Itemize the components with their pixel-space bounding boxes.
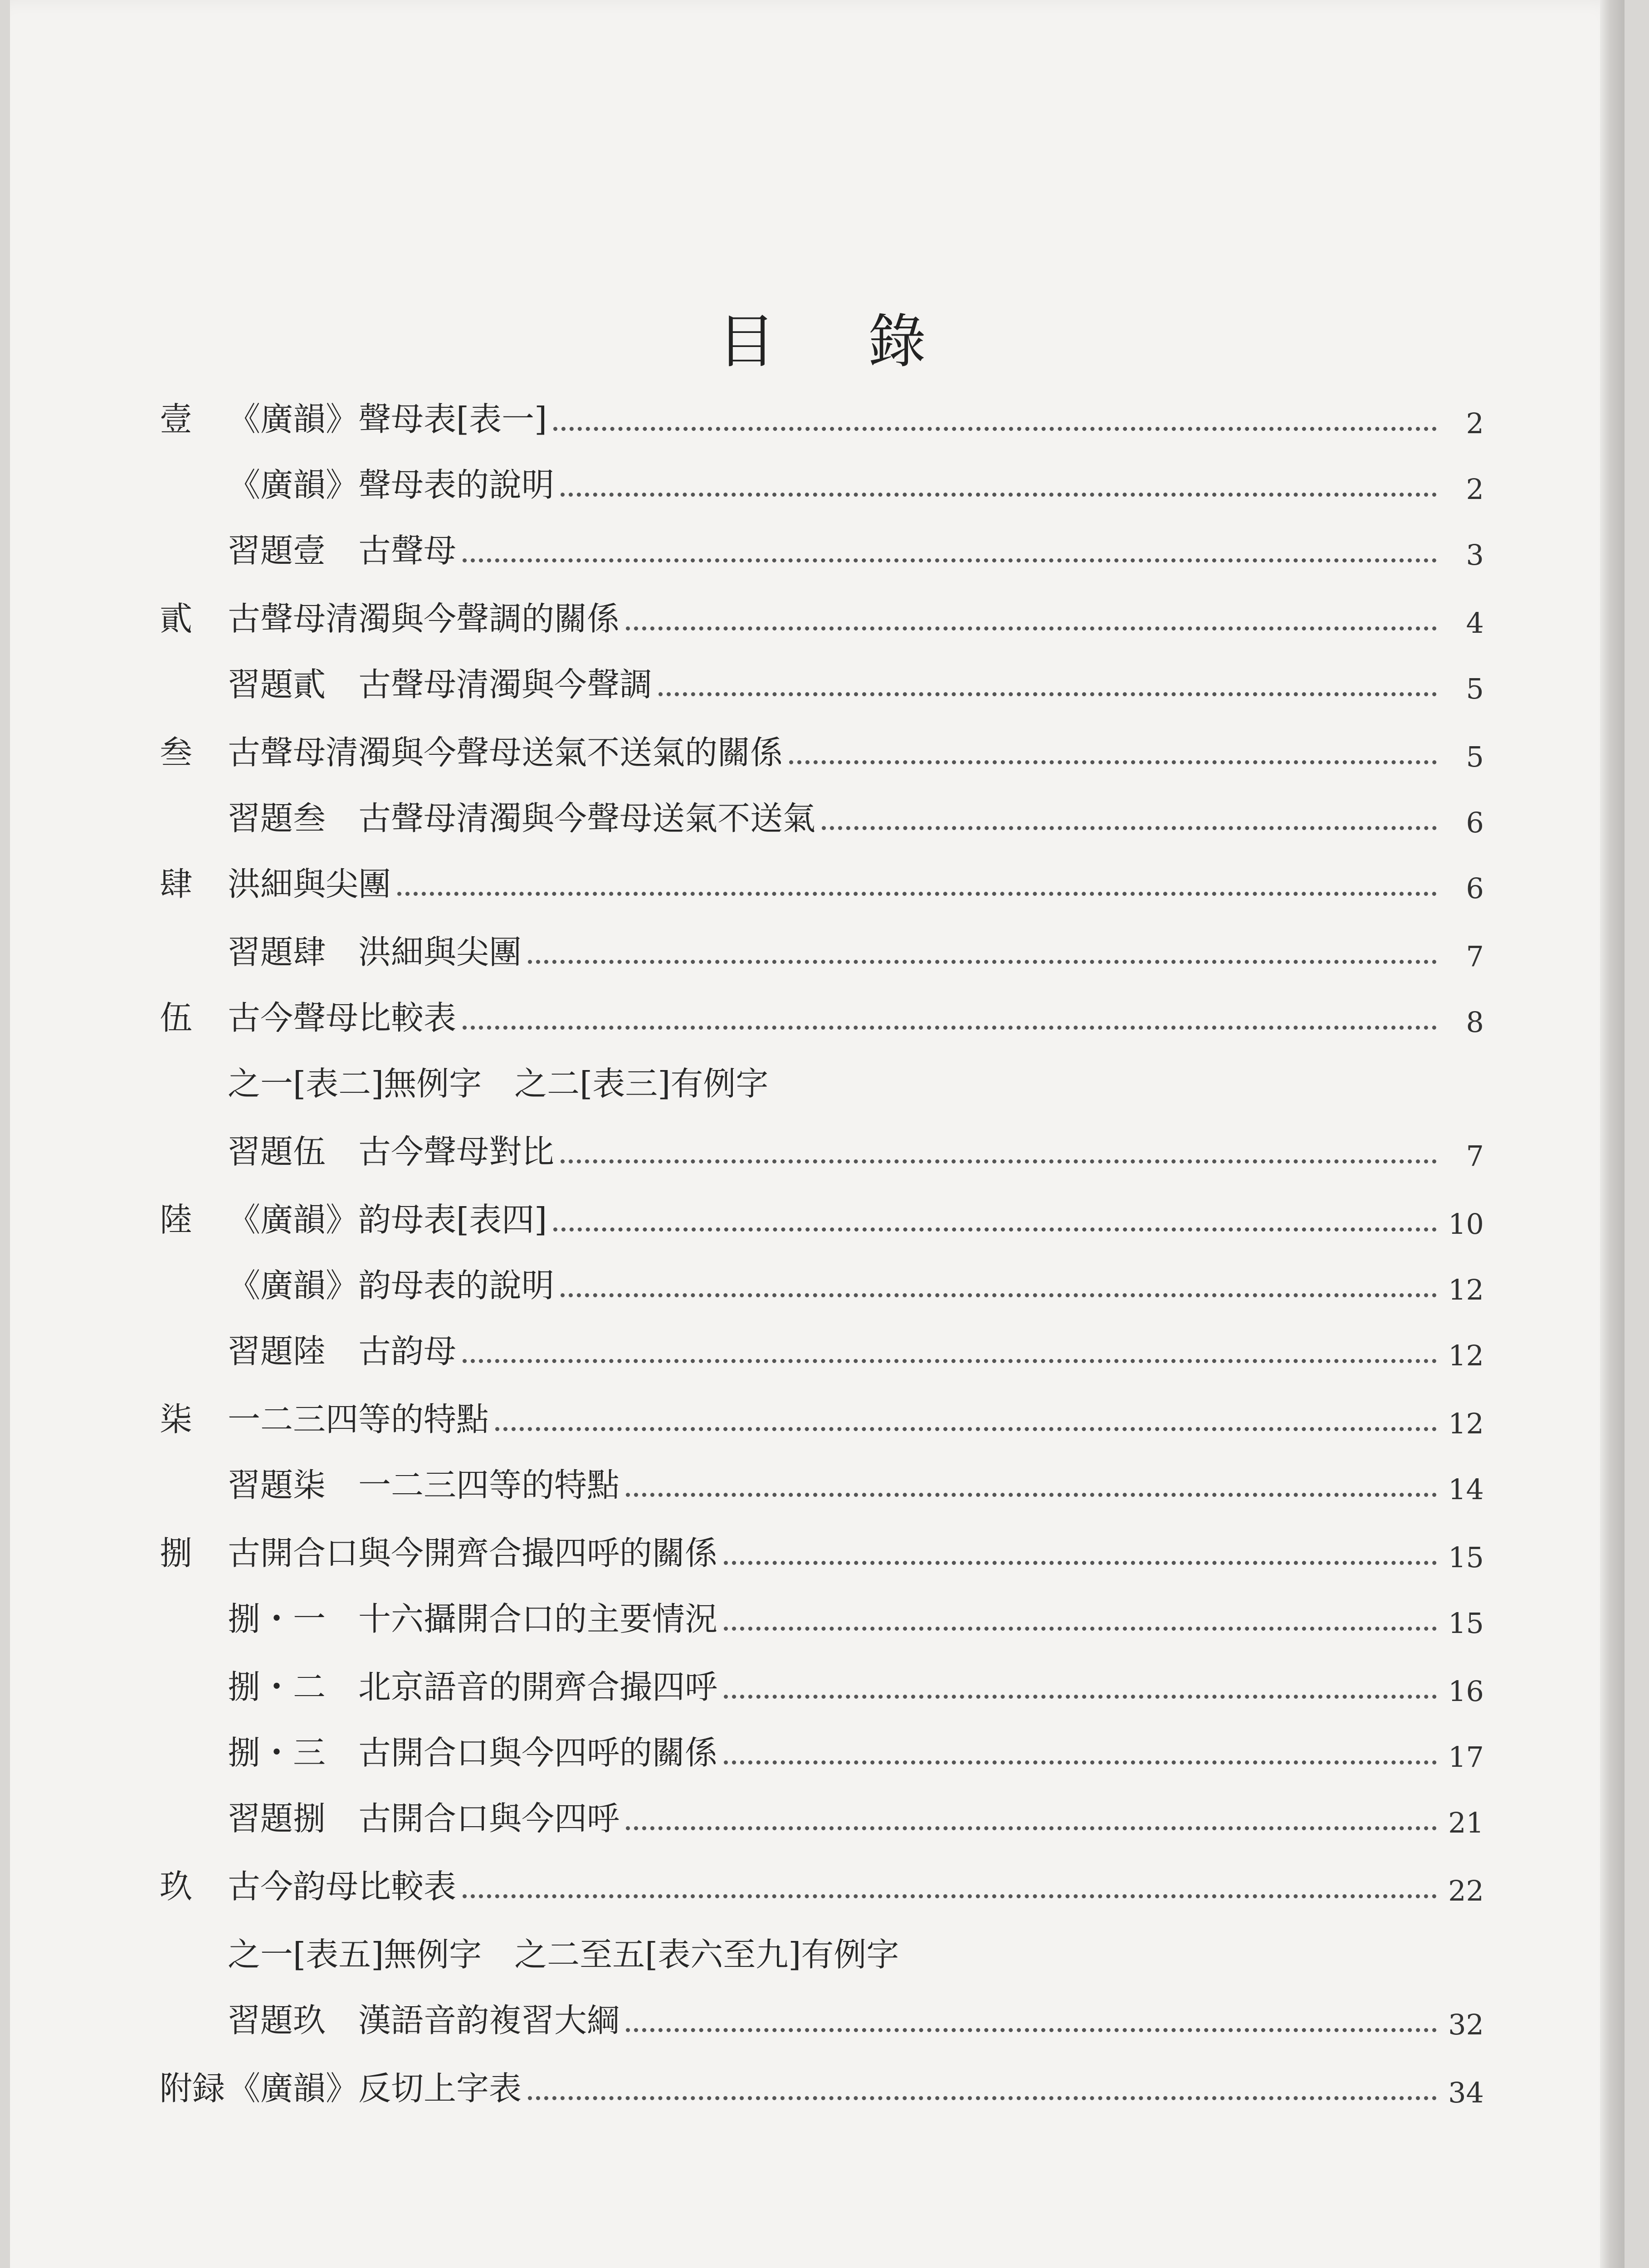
dot-leader [463, 1894, 1437, 1898]
toc-entry-title: 《廣韻》韵母表[表四] [228, 1201, 547, 1239]
dot-leader [659, 692, 1437, 696]
toc-entry-page: 21 [1448, 1806, 1484, 1839]
dot-leader [553, 1227, 1437, 1232]
toc-entry [160, 1123, 1484, 1173]
toc-entry-title: 之一[表五]無例字 之二至五[表六至九]有例字 [228, 1936, 899, 1974]
toc-entry-number: 伍 [160, 999, 193, 1037]
table-of-contents [10, 0, 1625, 2268]
toc-entry-page: 12 [1448, 1273, 1484, 1306]
toc-entry [160, 855, 1484, 905]
toc-entry-title: 《廣韻》聲母表的說明 [228, 466, 555, 504]
toc-entry [160, 1590, 1484, 1640]
toc-entry-title: 習題捌 古開合口與今四呼 [228, 1799, 620, 1838]
toc-entry [160, 1524, 1484, 1574]
dot-leader [626, 2028, 1437, 2032]
toc-entry-page: 6 [1466, 806, 1484, 839]
toc-entry-page: 2 [1466, 407, 1484, 440]
dot-leader [397, 892, 1437, 896]
toc-entry [160, 923, 1484, 973]
dot-leader [528, 960, 1437, 964]
toc-entry-page: 34 [1448, 2076, 1484, 2109]
dot-leader [822, 826, 1437, 830]
toc-entry-title: 古開合口與今開齊合撮四呼的關係 [228, 1534, 718, 1572]
dot-leader [724, 1627, 1437, 1631]
toc-entry-title: 一二三四等的特點 [228, 1400, 489, 1438]
dot-leader [463, 1026, 1437, 1030]
toc-entry-title: 習題玖 漢語音韵複習大綱 [228, 2001, 620, 2039]
dot-leader [561, 1159, 1437, 1163]
toc-entry-title: 古聲母清濁與今聲母送氣不送氣的關係 [228, 733, 783, 772]
dot-leader [724, 1561, 1437, 1565]
toc-entry-page: 4 [1466, 606, 1484, 640]
dot-leader [463, 558, 1437, 562]
toc-entry [160, 522, 1484, 572]
toc-entry-page: 12 [1448, 1407, 1484, 1440]
toc-entry [160, 655, 1484, 705]
toc-entry-title: 《廣韻》反切上字表 [228, 2069, 522, 2107]
toc-entry [160, 1456, 1484, 1506]
title-char-1: 目 [717, 308, 776, 376]
toc-entry-page: 16 [1448, 1675, 1484, 1708]
toc-entry-title: 習題肆 洪細與尖團 [228, 933, 522, 971]
toc-entry [160, 1191, 1484, 1241]
toc-entry-title: 習題陸 古韵母 [228, 1332, 457, 1370]
toc-entry-page: 7 [1466, 1139, 1484, 1173]
toc-entry-number: 壹 [160, 400, 193, 438]
toc-entry-page: 15 [1448, 1607, 1484, 1640]
dot-leader [724, 1695, 1437, 1699]
toc-entry-title: 習題貳 古聲母清濁與今聲調 [228, 665, 653, 704]
toc-entry-number: 捌 [160, 1534, 193, 1572]
toc-entry-number: 叁 [160, 733, 193, 772]
toc-entry-number: 附録 [160, 2069, 225, 2107]
toc-entry [160, 723, 1484, 773]
toc-entry-page: 12 [1448, 1339, 1484, 1372]
toc-entry-number: 柒 [160, 1400, 193, 1438]
toc-entry [160, 1926, 1484, 1975]
toc-entry [160, 1055, 1484, 1105]
dot-leader [626, 1826, 1437, 1830]
toc-entry [160, 1390, 1484, 1440]
toc-entry-page: 6 [1466, 872, 1484, 905]
toc-entry [160, 1322, 1484, 1372]
book-page [10, 0, 1625, 2268]
toc-entry-title: 習題伍 古今聲母對比 [228, 1133, 555, 1171]
toc-entry-page: 10 [1448, 1207, 1484, 1241]
toc-entry [160, 1256, 1484, 1306]
toc-entry-title: 捌・三 古開合口與今四呼的關係 [228, 1734, 718, 1772]
toc-entry-page: 5 [1466, 740, 1484, 773]
toc-entry-page: 7 [1466, 940, 1484, 973]
toc-entry-title: 捌・一 十六攝開合口的主要情況 [228, 1600, 718, 1638]
toc-entry [160, 789, 1484, 839]
toc-entry-title: 之一[表二]無例字 之二[表三]有例字 [228, 1065, 769, 1103]
title-char-2: 錄 [868, 308, 926, 376]
toc-entry-title: 捌・二 北京語音的開齊合撮四呼 [228, 1668, 718, 1706]
toc-entry-page: 2 [1466, 473, 1484, 506]
dot-leader [626, 626, 1437, 631]
toc-entry [160, 590, 1484, 640]
dot-leader [724, 1760, 1437, 1765]
toc-entry-page: 3 [1466, 538, 1484, 572]
toc-entry-title: 習題叁 古聲母清濁與今聲母送氣不送氣 [228, 799, 816, 837]
dot-leader [463, 1359, 1437, 1363]
toc-entry [160, 390, 1484, 440]
toc-entry-number: 肆 [160, 865, 193, 903]
toc-entry [160, 1658, 1484, 1708]
toc-entry [160, 1724, 1484, 1774]
toc-entry [160, 989, 1484, 1039]
toc-entry-title: 洪細與尖團 [228, 865, 391, 903]
toc-entry-title: 古今聲母比較表 [228, 999, 457, 1037]
toc-entry-number: 玖 [160, 1867, 193, 1906]
dot-leader [561, 1293, 1437, 1297]
toc-entry [160, 2059, 1484, 2109]
toc-entry-page: 32 [1448, 2008, 1484, 2041]
toc-entry-page: 8 [1466, 1006, 1484, 1039]
toc-entry-title: 古聲母清濁與今聲調的關係 [228, 600, 620, 638]
toc-entry-title: 古今韵母比較表 [228, 1867, 457, 1906]
dot-leader [495, 1427, 1437, 1431]
dot-leader [626, 1493, 1437, 1497]
toc-entry-page: 5 [1466, 672, 1484, 705]
dot-leader [561, 493, 1437, 497]
toc-entry-number: 陸 [160, 1201, 193, 1239]
toc-entry [160, 1857, 1484, 1907]
toc-entry-title: 《廣韻》韵母表的說明 [228, 1266, 555, 1305]
toc-entry [160, 456, 1484, 506]
toc-entry-title: 習題壹 古聲母 [228, 532, 457, 570]
dot-leader [789, 760, 1437, 764]
toc-entry-page: 14 [1448, 1473, 1484, 1506]
toc-entry [160, 1991, 1484, 2041]
dot-leader [528, 2096, 1437, 2100]
toc-entry-title: 《廣韻》聲母表[表一] [228, 400, 547, 438]
toc-entry [160, 1789, 1484, 1839]
toc-entry-number: 貳 [160, 600, 193, 638]
toc-entry-title: 習題柒 一二三四等的特點 [228, 1466, 620, 1504]
toc-entry-page: 15 [1448, 1541, 1484, 1574]
toc-entry-page: 17 [1448, 1740, 1484, 1774]
dot-leader [553, 427, 1437, 431]
toc-entry-page: 22 [1448, 1874, 1484, 1907]
